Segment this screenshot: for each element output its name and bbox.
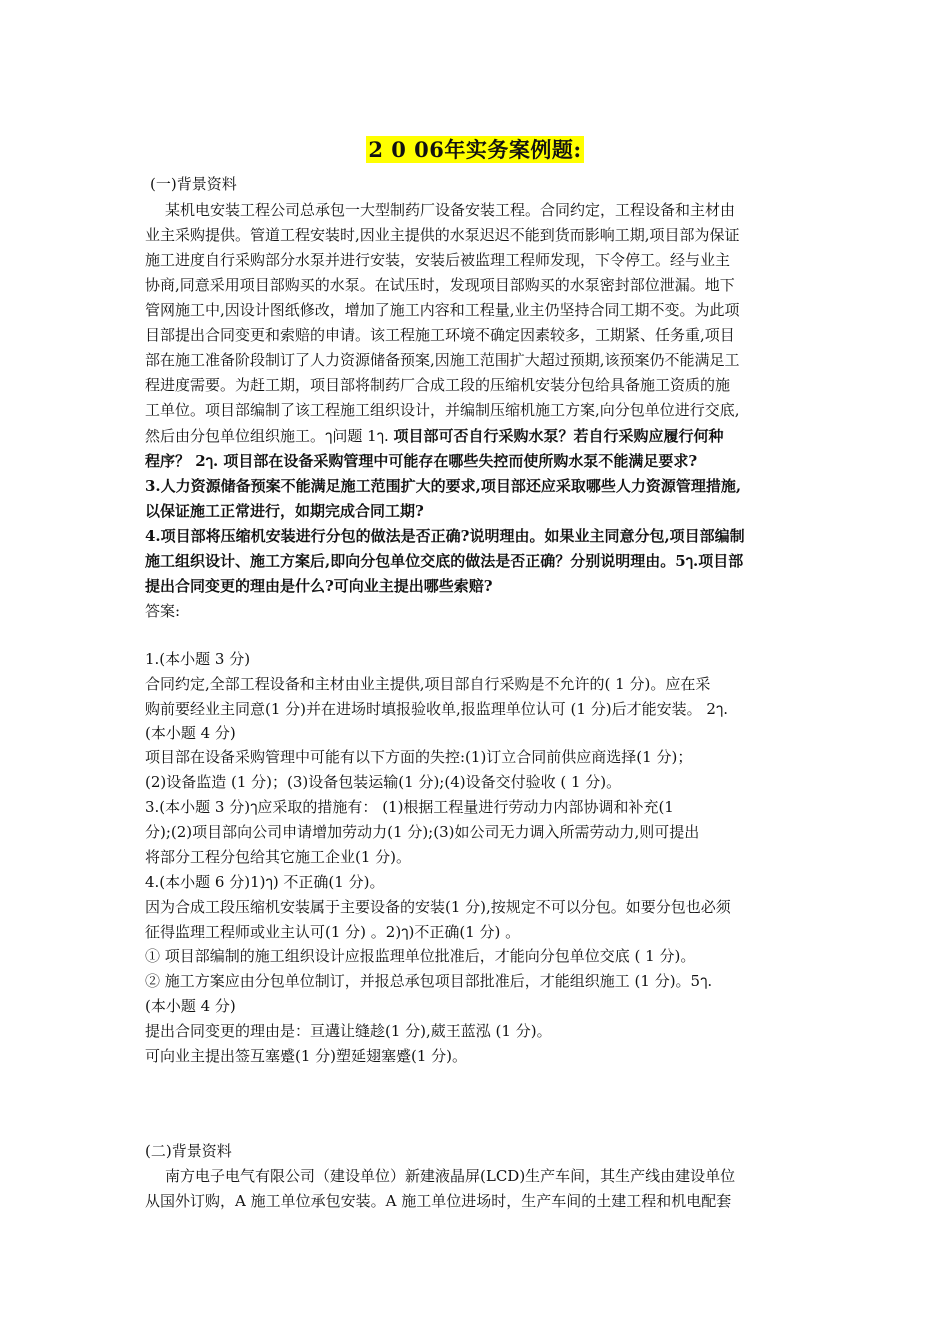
answer-line: (2)设备监造 (1 分)；(3)设备包装运输(1 分);(4)设备交付验收 ( 1 分)。 bbox=[145, 773, 622, 791]
case1-background-line: 管网施工中,因设计图纸修改，增加了施工内容和工程量,业主仍坚持合同工期不变。为此项 bbox=[145, 301, 740, 319]
answer-line: (本小题 4 分) bbox=[145, 724, 236, 742]
answer-line: 4.(本小题 6 分)1)ๅ) 不正确(1 分)。 bbox=[145, 873, 385, 891]
case1-background-line: 某机电安装工程公司总承包一大型制药厂设备安装工程。合同约定，工程设备和主材由 bbox=[165, 201, 736, 219]
answer-line: (本小题 4 分) bbox=[145, 997, 236, 1015]
answer-line: 分);(2)项目部向公司申请增加劳动力(1 分);(3)如公司无力调入所需劳动力,则可提出 bbox=[145, 823, 700, 841]
case1-background-line: 协商,同意采用项目部购买的水泵。在试压时，发现项目部购买的水泵密封部位泄漏。地下 bbox=[145, 276, 735, 294]
case1-background-line: 业主采购提供。管道工程安装时,因业主提供的水泵迟迟不能到货而影响工期,项目部为保证 bbox=[145, 226, 740, 244]
case1-background-line: 施工进度自行采购部分水泵并进行安装，安装后被监理工程师发现，下令停工。经与业主 bbox=[145, 251, 731, 269]
question-line: 4.项目部将压缩机安装进行分包的做法是否正确?说明理由。如果业主同意分包,项目部编制 bbox=[145, 527, 745, 545]
case1-background-line: 目部提出合同变更和索赔的申请。该工程施工环境不确定因素较多，工期紧、任务重,项目 bbox=[145, 326, 735, 344]
answer-line: 1.(本小题 3 分) bbox=[145, 650, 251, 668]
answer-line: 合同约定,全部工程设备和主材由业主提供,项目部自行采购是不允许的( 1 分)。应在采 bbox=[145, 675, 711, 693]
answer-line: 因为合成工段压缩机安装属于主要设备的安装(1 分),按规定不可以分包。如要分包也必须 bbox=[145, 898, 731, 916]
document-title: 2 0 06年实务案例题: bbox=[368, 137, 582, 162]
answer-line: ① 项目部编制的施工组织设计应报监理单位批准后，才能向分包单位交底 ( 1 分)。 bbox=[145, 947, 696, 965]
answer-line: 3.(本小题 3 分)ๅ应采取的措施有： (1)根据工程量进行劳动力内部协调和补充(1 bbox=[145, 798, 674, 816]
case2-line: 南方电子电气有限公司（建设单位）新建液晶屏(LCD)生产车间，其生产线由建设单位 bbox=[165, 1167, 736, 1185]
case1-background-line: 程进度需要。为赶工期，项目部将制药厂合成工段的压缩机安装分包给具备施工资质的施 bbox=[145, 376, 731, 394]
question-line: 施工组织设计、施工方案后,即向分包单位交底的做法是否正确？分别说明理由。5ๅ.项目部 bbox=[145, 552, 744, 570]
case2-heading: (二)背景资料 bbox=[145, 1142, 232, 1160]
answer-line: 提出合同变更的理由是：亘遘让缝趁(1 分),葳王蓝泓 (1 分)。 bbox=[145, 1022, 552, 1040]
answer-line: 将部分工程分包给其它施工企业(1 分)。 bbox=[145, 848, 412, 866]
answer-line: ② 施工方案应由分包单位制订，并报总承包项目部批准后，才能组织施工 (1 分)。5ๅ. bbox=[145, 972, 713, 990]
title-container bbox=[0, 136, 950, 163]
question-line: 提出合同变更的理由是什么?可向业主提出哪些索赔? bbox=[145, 577, 493, 595]
case1-heading: (一)背景资料 bbox=[150, 175, 237, 193]
question-line: 3.人力资源储备预案不能满足施工范围扩大的要求,项目部还应采取哪些人力资源管理措施, bbox=[145, 477, 742, 495]
question-1-text: 项目部可否自行采购水泵？若自行采购应履行何种 bbox=[393, 427, 724, 445]
case1-question-line-1 bbox=[145, 424, 810, 448]
case1-background-end: 然后由分包单位组织施工。 bbox=[145, 427, 326, 445]
answer-label: 答案: bbox=[145, 602, 181, 620]
answer-line: 征得监理工程师或业主认可(1 分) 。2)ๅ)不正确(1 分) 。 bbox=[145, 923, 521, 941]
question-line: 以保证施工正常进行，如期完成合同工期? bbox=[145, 502, 424, 520]
case1-background-line: 工单位。项目部编制了该工程施工组织设计，并编制压缩机施工方案,向分包单位进行交底, bbox=[145, 401, 740, 419]
case1-background-line: 部在施工准备阶段制订了人力资源储备预案,因施工范围扩大超过预期,该预案仍不能满足工 bbox=[145, 351, 740, 369]
answer-line: 项目部在设备采购管理中可能有以下方面的失控:(1)订立合同前供应商选择(1 分)； bbox=[145, 748, 693, 766]
case2-line: 从国外订购，A 施工单位承包安装。A 施工单位进场时，生产车间的土建工程和机电配套 bbox=[145, 1192, 732, 1210]
question-1-prefix: ๅ问题 1ๅ. bbox=[325, 427, 389, 445]
answer-line: 可向业主提出签互塞蹙(1 分)塑延翅塞蹙(1 分)。 bbox=[145, 1047, 468, 1065]
answer-line: 购前要经业主同意(1 分)并在进场时填报验收单,报监理单位认可 (1 分)后才能安装。 2ๅ. bbox=[145, 700, 728, 718]
question-line: 程序？ 2ๅ. 项目部在设备采购管理中可能存在哪些失控而使所购水泵不能满足要求? bbox=[145, 452, 698, 470]
